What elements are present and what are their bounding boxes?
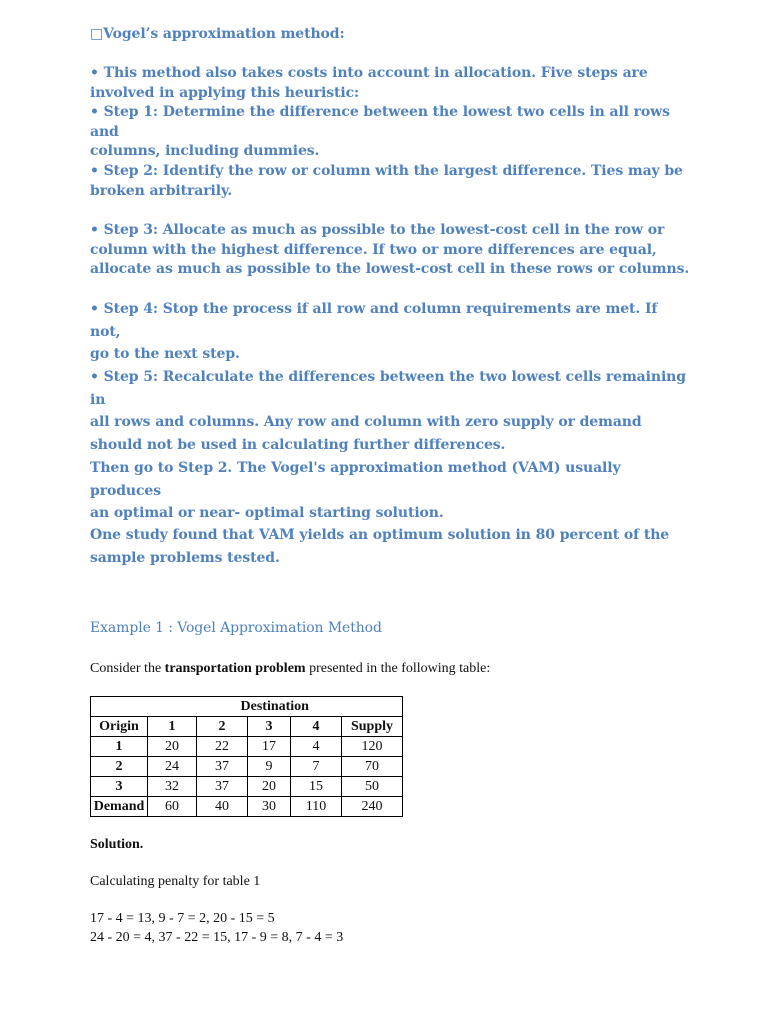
table-cell: 3 [91, 777, 148, 797]
table-cell: 240 [342, 797, 403, 817]
table-cell: 17 [248, 737, 291, 757]
table-corner-cell [91, 697, 148, 717]
consider-pre: Consider the [90, 661, 165, 676]
step-5-line: • Step 5: Recalculate the differences between the two lowest cells remaining in [90, 369, 686, 408]
step-5-line: should not be used in calculating further differences. [90, 436, 506, 453]
consider-sentence [90, 661, 690, 677]
table-cell: 2 [91, 757, 148, 777]
table-cell: 20 [248, 777, 291, 797]
example-heading: Example 1 : Vogel Approximation Method [90, 620, 382, 636]
table-cell: 30 [248, 797, 291, 817]
table-cell: 22 [197, 737, 248, 757]
step-1-line: columns, including dummies. [90, 143, 320, 159]
consider-post: presented in the following table: [305, 661, 491, 676]
table-cell: 7 [291, 757, 342, 777]
step-3-line: column with the highest difference. If two or more differences are equal, [90, 241, 657, 258]
step-5-line: all rows and columns. Any row and column with zero supply or demand [90, 414, 642, 430]
table-cell: 20 [148, 737, 197, 757]
step-1-line: • Step 1: Determine the difference between the lowest two cells in all rows and [90, 104, 670, 140]
intro-paragraph [90, 64, 690, 162]
step-4-line: go to the next step. [90, 346, 240, 362]
step-3-line: • Step 3: Allocate as much as possible to the lowest-cost cell in the row or [90, 222, 665, 238]
table-cell: 32 [148, 777, 197, 797]
solution-label: Solution. [90, 837, 144, 852]
penalty-title: Calculating penalty for table 1 [90, 874, 261, 889]
table-cell: 15 [291, 777, 342, 797]
step-2-line: broken arbitrarily. [90, 182, 233, 199]
then-line: Then go to Step 2. The Vogel's approximation method (VAM) usually produces [90, 460, 621, 499]
table-cell: 4 [291, 737, 342, 757]
table-row [91, 777, 403, 797]
penalty-calculations [90, 909, 690, 947]
step-3-paragraph [90, 221, 690, 280]
title-text: Vogel’s approximation method: [103, 26, 345, 42]
bullet-glyph: □ [90, 26, 104, 42]
table-row [91, 757, 403, 777]
then-paragraph [90, 457, 690, 525]
table-cell: Demand [91, 797, 148, 817]
table-cell: 120 [342, 737, 403, 757]
step-3-line: allocate as much as possible to the lowest-cost cell in these rows or columns. [90, 261, 690, 277]
penalty-line: 24 - 20 = 4, 37 - 22 = 15, 17 - 9 = 8, 7 - 4 = 3 [90, 930, 344, 945]
penalty-line: 17 - 4 = 13, 9 - 7 = 2, 20 - 15 = 5 [90, 911, 275, 926]
table-cell: 24 [148, 757, 197, 777]
intro-line: • This method also takes costs into account in allocation. Five steps are [90, 65, 648, 81]
table-cell: 70 [342, 757, 403, 777]
step-4-line: • Step 4: Stop the process if all row and column requirements are met. If not, [90, 301, 658, 340]
table-header-cell: 1 [148, 717, 197, 737]
table-cell: 40 [197, 797, 248, 817]
step-2-line: • Step 2: Identify the row or column with the largest difference. Ties may be [90, 163, 683, 179]
table-header-cell: 2 [197, 717, 248, 737]
table-cell: 1 [91, 737, 148, 757]
table-header-cell: 4 [291, 717, 342, 737]
table-header-cell: 3 [248, 717, 291, 737]
transportation-table [90, 696, 403, 817]
intro-line: involved in applying this heuristic: [90, 84, 360, 101]
study-line: One study found that VAM yields an optimum solution in 80 percent of the [90, 527, 670, 543]
table-header-cell: Origin [91, 717, 148, 737]
step-4-paragraph [90, 298, 690, 366]
table-cell: 110 [291, 797, 342, 817]
table-cell: 9 [248, 757, 291, 777]
then-line: an optimal or near- optimal starting solution. [90, 505, 444, 521]
table-header-row [91, 697, 403, 717]
table-cell: 37 [197, 777, 248, 797]
table-cell: 37 [197, 757, 248, 777]
destination-label: Destination [148, 697, 403, 717]
table-header-cell: Supply [342, 717, 403, 737]
step-5-paragraph [90, 366, 690, 456]
table-cell: 60 [148, 797, 197, 817]
consider-bold: transportation problem [164, 661, 306, 676]
study-line: sample problems tested. [90, 549, 280, 566]
table-row [91, 797, 403, 817]
table-header-row [91, 717, 403, 737]
table-row [91, 737, 403, 757]
section-title [90, 25, 690, 45]
study-paragraph [90, 524, 690, 569]
step-2-paragraph [90, 162, 690, 201]
table-cell: 50 [342, 777, 403, 797]
